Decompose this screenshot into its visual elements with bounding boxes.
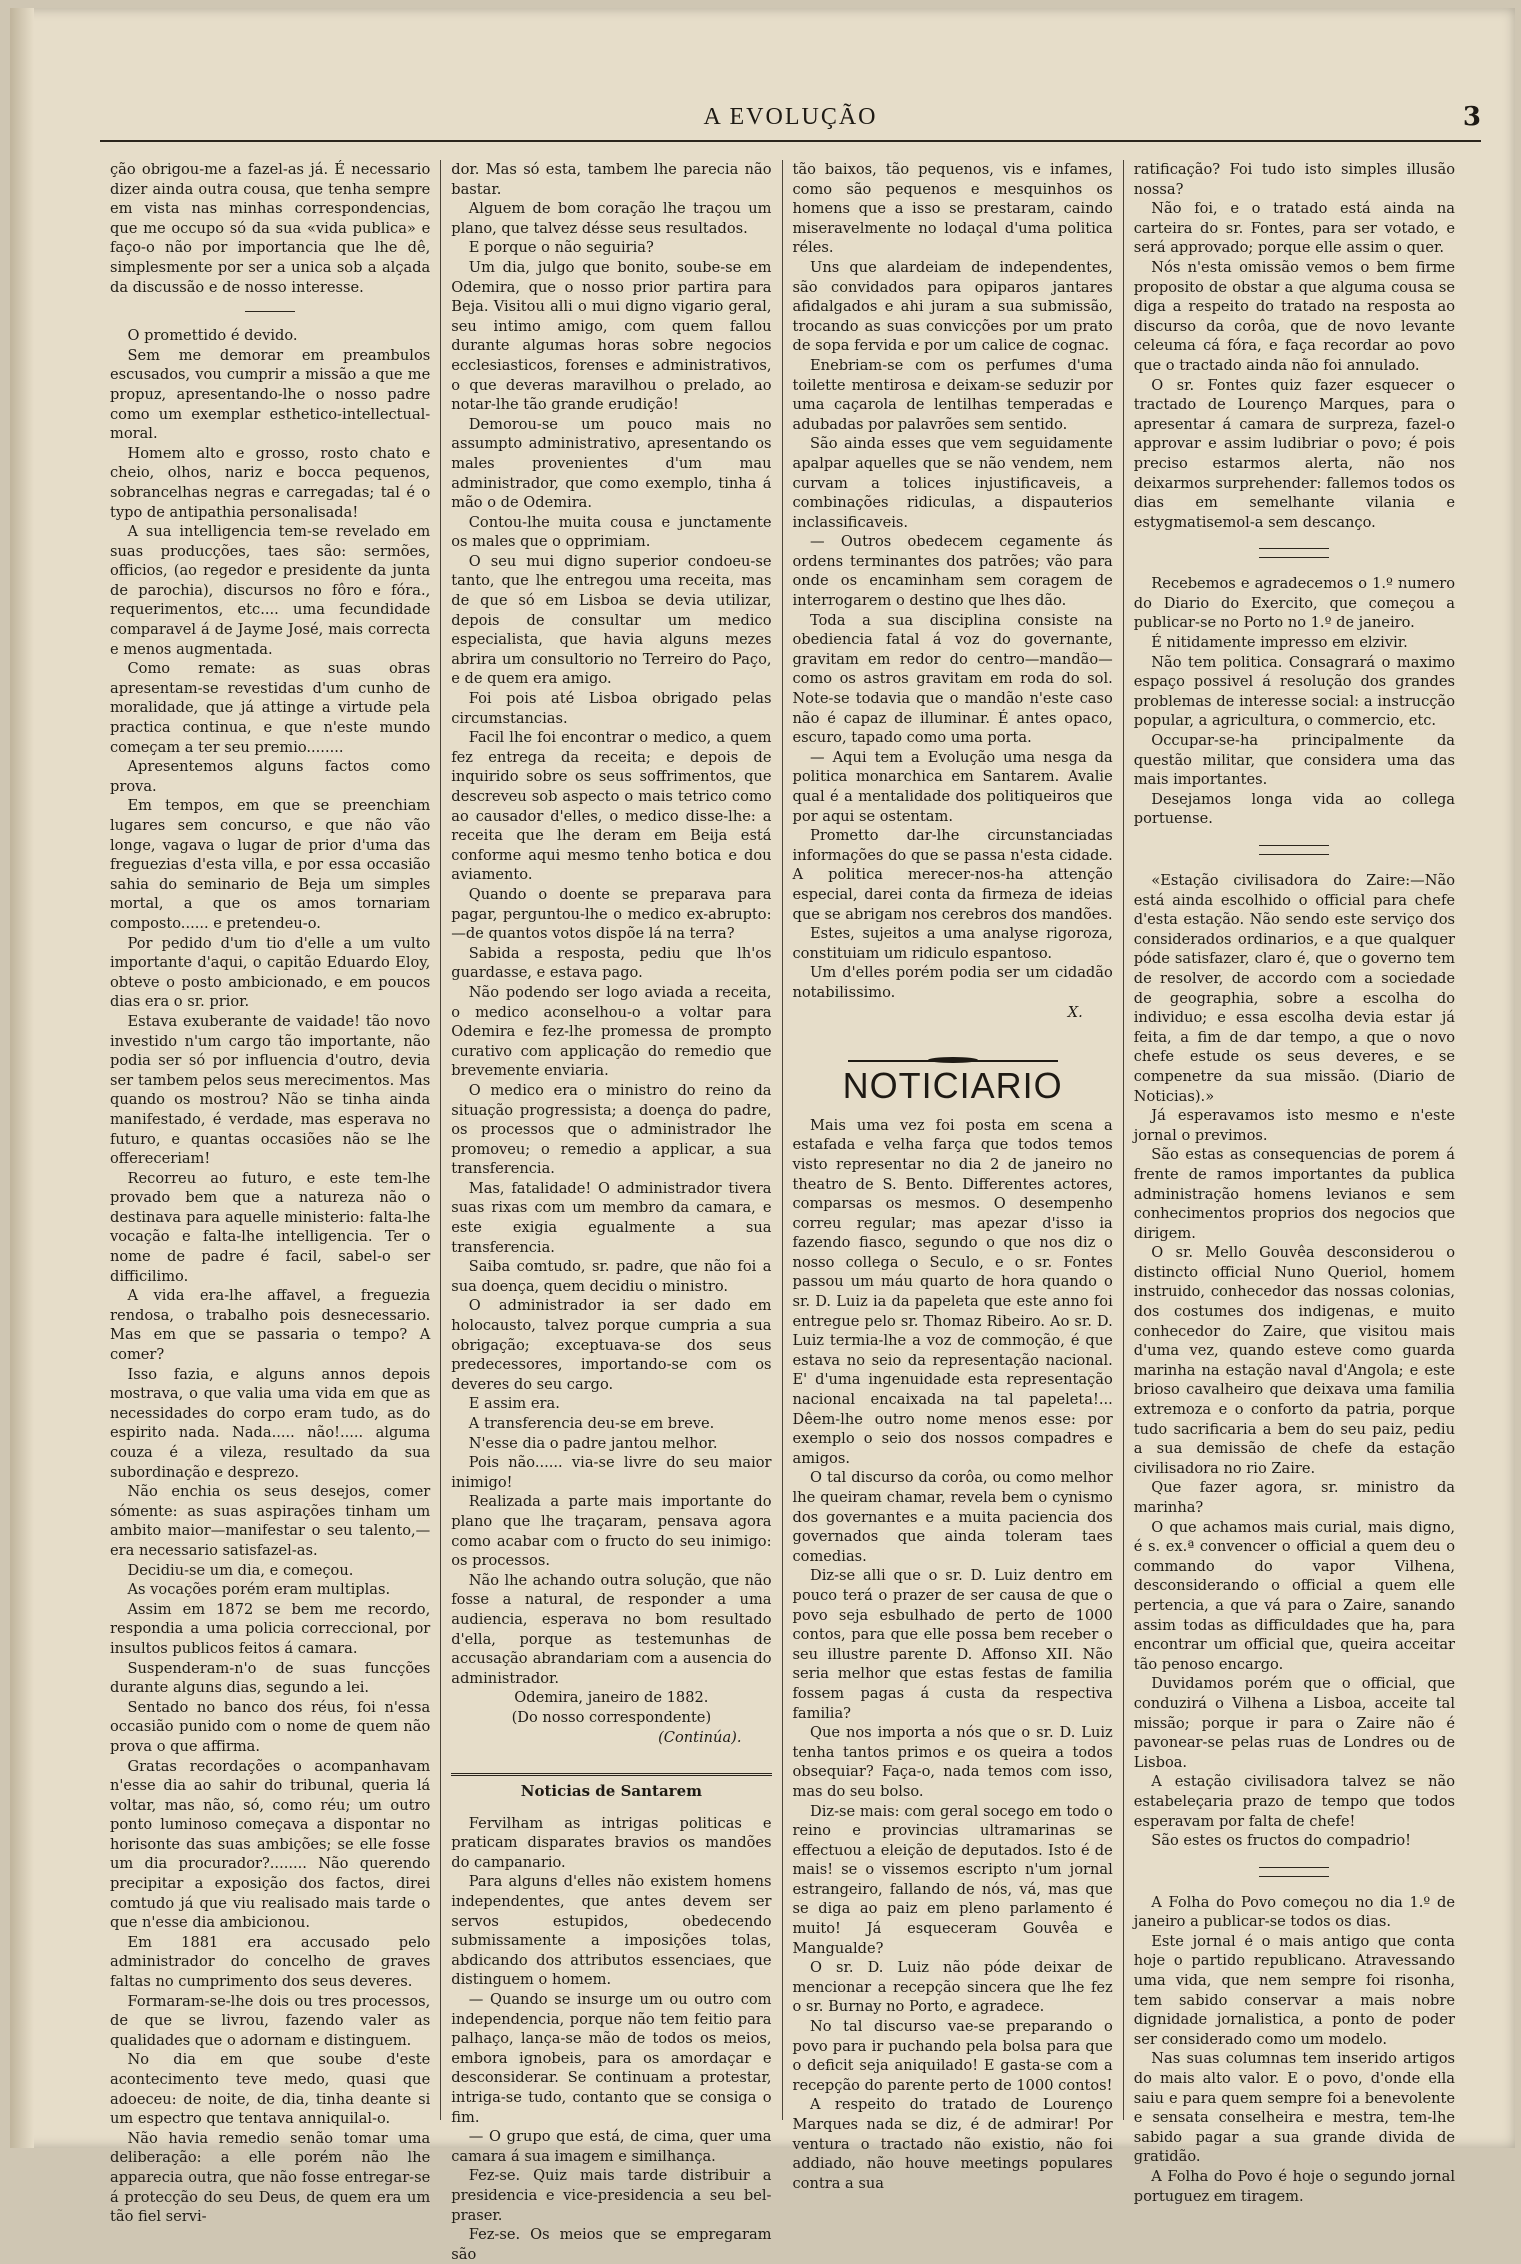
column-2 (441, 160, 782, 2263)
paragraph: Este jornal é o mais antigo que conta hoje o partido republicano. Atravessando uma vida, que nem sempre foi risonha, tem sabido conservar a mais nobre dignidade jornalistica, a ponto de poder ser considerado como um modelo. (1133, 1932, 1455, 2048)
paragraph: É nitidamente impresso em elzivir. (1151, 634, 1408, 652)
paragraph: Enebriam-se com os perfumes d'uma toilette mentirosa e deixam-se seduzir por uma caçarola de lentilhas temperadas e adubadas por palavrões sem sentido. (792, 356, 1113, 433)
paragraph: Já esperavamos isto mesmo e n'este jornal o previmos. (1133, 1107, 1455, 1144)
paragraph: O tal discurso da corôa, ou como melhor lhe queiram chamar, revela bem o cynismo dos governantes e a muita paciencia dos governados que ainda toleram taes comedias. (792, 1469, 1113, 1565)
paragraph: Assim em 1872 se bem me recordo, respondia a uma policia correccional, por insultos publicos feitos á camara. (110, 1600, 431, 1657)
paragraph: Fez-se. Quiz mais tarde distribuir a presidencia e vice-presidencia a seu bel-praser. (451, 2167, 772, 2224)
byline: (Do nosso correspondente) (511, 1708, 712, 1726)
paragraph: Nas suas columnas tem inserido artigos do mais alto valor. E o povo, d'onde ella saiu e para quem sempre foi a benevolente e sensata conselheira e mestra, tem-lhe sabido pagar a sua grande divida de gratidão. (1133, 2050, 1455, 2166)
paragraph: Fez-se. Os meios que se empregaram são (451, 2226, 772, 2263)
paragraph: São estes os fructos do compadrio! (1151, 1832, 1412, 1850)
paragraph: tão baixos, tão pequenos, vis e infames, como são pequenos e mesquinhos os homens que a isso se prestaram, caindo miseravelmente no lodaçal d'uma politica réles. (792, 161, 1113, 257)
paragraph: Sem me demorar em preambulos escusados, vou cumprir a missão a que me propuz, apresentando-lhe o nosso padre como um exemplar esthetico-intellectual-moral. (110, 346, 431, 443)
paragraph: O que achamos mais curial, mais digno, é s. ex.ª convencer o official a quem deu o commando do vapor Vilhena, desconsiderando o official a quem elle pertencia, a que vá para o Zaire, sanando assim todas as difficuldades que ha, para encontrar um official que, queira acceitar tão penoso encargo. (1133, 1518, 1455, 1673)
ornament-divider (848, 1056, 1058, 1066)
paragraph: Desejamos longa vida ao collega portuense. (1133, 790, 1455, 828)
paragraph: Não lhe achando outra solução, que não fosse a natural, de responder a uma audiencia, esperava no bom resultado d'ella, porque as testemunhas de accusação abrandariam com a ausencia do administrador. (451, 1571, 772, 1687)
paragraph: E assim era. (468, 1395, 560, 1413)
paragraph: Estes, sujeitos a uma analyse rigoroza, constituiam um ridiculo espantoso. (792, 925, 1113, 962)
running-header (100, 96, 1481, 142)
paragraph: ratificação? Foi tudo isto simples illusão nossa? (1133, 161, 1455, 198)
paragraph: Quando o doente se preparava para pagar, perguntou-lhe o medico ex-abrupto:—de quantos votos dispõe lá na terra? (451, 885, 772, 943)
paragraph: A respeito do tratado de Lourenço Marques nada se diz, é de admirar! Por ventura o tractado não existio, não foi addiado, não houve meetings populares contra a sua (792, 2096, 1113, 2192)
signature: X. (1067, 1003, 1083, 1021)
column-3 (783, 160, 1124, 2192)
paragraph: Prometto dar-lhe circunstanciadas informações do que se passa n'esta cidade. A politica merecer-nos-ha attenção especial, darei conta da firmeza de ideias que se abrigam nos cerebros dos mandões. (792, 827, 1113, 923)
paragraph: Sentado no banco dos réus, foi n'essa occasião punido com o nome de quem não prova o que affirma. (110, 1698, 431, 1755)
column-4 (1124, 160, 1465, 2205)
continued-note: (Continúa). (658, 1728, 742, 1746)
page-number: 3 (1462, 102, 1481, 132)
paragraph: — Outros obedecem cegamente ás ordens terminantes dos patrões; vão para onde os encaminham sem coragem de interrogarem o destino que lhes dão. (792, 533, 1113, 610)
paragraph: Mais uma vez foi posta em scena a estafada e velha farça que todos temos visto representar no dia 2 de janeiro no theatro de S. Bento. Differentes actores, comparsas os mesmos. O desempenho correu regular; mas apezar d'isso ia fazendo fiasco, segundo o que nos diz o nosso collega o Seculo, e o sr. Fontes passou um máu quarto de hora quando o sr. D. Luiz ia da papeleta que este anno foi entregue pelo sr. Thomaz Ribeiro. Ao sr. D. Luiz termia-lhe a voz de commoção, é que estava no seio da representação nacional. E' d'uma ingenuidade esta representação nacional encaixada na tal papeleta!... Dêem-lhe outro nome menos esse: por exemplo o seio dos nossos compadres e amigos. (792, 1116, 1113, 1467)
paragraph: A Folha do Povo começou no dia 1.º de janeiro a publicar-se todos os dias. (1133, 1893, 1455, 1931)
paragraph: Gratas recordações o acompanhavam n'esse dia ao sahir do tribunal, queria lá voltar, mas não, só, como réu; um outro ponto luminoso começava a dispontar no horisonte das suas ambições; se elle fosse um dia procurador?........ Não querendo precipitar a exposição dos factos, direi comtudo já que viu realisado mais tarde o que n'esse dia ambicionou. (110, 1757, 431, 1932)
paragraph: Apresentemos alguns factos como prova. (110, 758, 431, 795)
paragraph: Que fazer agora, sr. ministro da marinha? (1133, 1479, 1455, 1516)
paragraph: São estas as consequencias de porem á frente de ramos importantes da publica administração homens levianos e sem conhecimentos proprios dos negocios que dirigem. (1133, 1146, 1455, 1242)
column-1 (100, 160, 441, 2226)
paragraph: Homem alto e grosso, rosto chato e cheio, olhos, nariz e bocca pequenos, sobrancelhas negras e carregadas; tal é o typo de antipathia personalisada! (110, 444, 431, 521)
paragraph: dor. Mas só esta, tambem lhe parecia não bastar. (451, 161, 772, 198)
paragraph: O sr. Mello Gouvêa desconsiderou o distincto official Nuno Queriol, homem instruido, conhecedor das nossas colonias, dos costumes dos indigenas, e muito conhecedor do Zaire, que visitou mais d'uma vez, quando esteve como guarda marinha na estação naval d'Angola; e este brioso cavalheiro que deixava uma familia extremoza e o conforto da patria, porque tudo sacrificaria a bem do seu paiz, pediu a sua demissão de chefe da estação civilisadora no rio Zaire. (1133, 1244, 1455, 1477)
paragraph: Sabida a resposta, pediu que lh'os guardasse, e estava pago. (451, 944, 772, 982)
paragraph: Não havia remedio senão tomar uma deliberação: a elle porém não lhe apparecia outra, que não fosse entregar-se á protecção do seu Deus, de quem era um tão fiel servi- (110, 2129, 431, 2226)
paragraph: Diz-se mais: com geral socego em todo o reino e provincias ultramarinas se effectuou a eleição de deputados. Isto é de mais! se o vissemos escripto n'um jornal estrangeiro, fallando de nós, vá, mas que se diga ao paiz em pleno parlamento é muito! Já esqueceram Gouvêa e Mangualde? (792, 1802, 1113, 1957)
paragraph: Occupar-se-ha principalmente da questão militar, que considera uma das mais importantes. (1133, 732, 1455, 789)
paragraph: — Quando se insurge um ou outro com independencia, porque não tem feitio para palhaço, lança-se mão de todos os meios, embora ignobeis, para os amordaçar e desconsiderar. Se continuam a protestar, intriga-se tudo, contanto que se consiga o fim. (451, 1991, 772, 2126)
paragraph: Suspenderam-n'o de suas funcções durante alguns dias, segundo a lei. (110, 1659, 431, 1697)
paragraph: — Aqui tem a Evolução uma nesga da politica monarchica em Santarem. Avalie qual é a mentalidade dos politiqueiros que por aqui se ostentam. (792, 748, 1113, 825)
separator-rule (245, 311, 295, 312)
paragraph: Não enchia os seus desejos, comer sómente: as suas aspirações tinham um ambito maior—manifestar o seu talento,—era necessario satisfazel-as. (110, 1483, 431, 1559)
paragraph: Recebemos e agradecemos o 1.º numero do Diario do Exercito, que começou a publicar-se no Porto no 1.º de janeiro. (1133, 575, 1455, 632)
section-heading-noticiario: NOTICIARIO (842, 1065, 1063, 1107)
paragraph: O promettido é devido. (127, 327, 298, 345)
paragraph: A estação civilisadora talvez se não estabeleçaria prazo de tempo que todos esperavam por falta de chefe! (1133, 1773, 1455, 1830)
paragraph: Decidiu-se um dia, e começou. (127, 1561, 354, 1579)
paragraph: São ainda esses que vem seguidamente apalpar aquelles que se não vendem, nem curvam a tolices injustificaveis, a combinações ridiculas, a dispauterios inclassificaveis. (792, 435, 1113, 531)
page-fold-shadow (10, 8, 34, 2148)
paragraph: O sr. Fontes quiz fazer esquecer o tractado de Lourenço Marques, para o apresentar á camara de surpreza, fazel-o approvar e assim ludibriar o povo; é pois preciso estarmos alerta, não nos deixarmos surprehender: fallemos todos os dias em semelhante vilania e estygmatisemol-a sem descanço. (1133, 376, 1455, 531)
paragraph: O administrador ia ser dado em holocausto, talvez porque cumpria a sua obrigação; exceptuava-se dos seus predecessores, importando-se com os deveres do seu cargo. (451, 1297, 772, 1393)
paragraph: Realizada a parte mais importante do plano que lhe traçaram, pensava agora como acabar com o fructo do seu inimigo: os processos. (451, 1493, 772, 1570)
paragraph: A sua intelligencia tem-se revelado em suas producções, taes são: sermões, officios, (ao regedor e presidente da junta de parochia), discursos no fôro e fóra., requerimentos, etc.... uma fecundidade comparavel á de Jayme José, mais correcta e menos augmentada. (110, 523, 431, 658)
separator-ornament (1259, 548, 1329, 558)
paragraph: Nós n'esta omissão vemos o bem firme proposito de obstar a que alguma cousa se diga a respeito do tratado na resposta ao discurso da corôa, que de novo levante celeuma cá fóra, e faça recordar ao povo que o tractado ainda não foi annulado. (1133, 258, 1455, 374)
paragraph: O medico era o ministro do reino da situação progressista; a doença do padre, os processos que o administrador lhe promoveu; o remedio a applicar, a sua transferencia. (451, 1081, 772, 1178)
paragraph: Que nos importa a nós que o sr. D. Luiz tenha tantos primos e os queira a todos obsequiar? Faça-o, nada temos com isso, mas do seu bolso. (792, 1724, 1113, 1800)
paragraph: Por pedido d'um tio d'elle a um vulto importante d'aqui, o capitão Eduardo Eloy, obteve o posto ambicionado, e em poucos dias era o sr. prior. (110, 934, 431, 1011)
paragraph: — O grupo que está, de cima, quer uma camara á sua imagem e similhança. (451, 2128, 772, 2165)
paragraph: Contou-lhe muita cousa e junctamente os males que o opprimiam. (451, 513, 772, 551)
paragraph: ção obrigou-me a fazel-as já. É necessario dizer ainda outra cousa, que tenha sempre em vista nas minhas correspondencias, que me occupo só da sua «vida publica» e faço-o não por importancia que lhe dê, simplesmente por ser a unica sob a alçada da discussão e de nosso interesse. (110, 161, 431, 296)
paragraph: No tal discurso vae-se preparando o povo para ir puchando pela bolsa para que o deficit seja aniquilado! E gasta-se com a recepção do parente perto de 1000 contos! (792, 2018, 1113, 2094)
paragraph: «Estação civilisadora do Zaire:—Não está ainda escolhido o official para chefe d'esta estação. Não sendo este serviço dos considerados ordinarios, e a que qualquer póde satisfazer, claro é, que o governo tem de resolver, de accordo com a sociedade de geographia, sobre a escolha do individuo; e essa escolha devia estar já feita, a fim de dar tempo, a que o novo chefe estude os seus deveres, e se compenetre da sua missão. (Diario de Noticias).» (1133, 872, 1455, 1105)
paragraph: Facil lhe foi encontrar o medico, a quem fez entrega da receita; e depois de inquirido sobre os seus soffrimentos, que descreveu sob aspecto o mais tetrico como ao causador d'elles, o medico disse-lhe: a receita que lhe deram em Beija está conforme aqui mesmo tenho botica e dou aviamento. (451, 729, 772, 884)
paragraph: Recorreu ao futuro, e este tem-lhe provado bem que a natureza não o destinava para aquelle ministerio: falta-lhe vocação e falta-lhe intelligencia. Ter o nome de padre é facil, sabel-o ser difficilimo. (110, 1169, 431, 1285)
paragraph: N'esse dia o padre jantou melhor. (468, 1434, 718, 1452)
paragraph: Diz-se alli que o sr. D. Luiz dentro em pouco terá o prazer de ser causa de que o povo seja esbulhado de perto de 1000 contos, para que elle possa bem receber o seu illustre parente D. Affonso XII. Não seria melhor que estas festas de familia fossem pagas á custa da respectiva familia? (792, 1567, 1113, 1722)
paragraph: Uns que alardeiam de independentes, são convidados para opiparos jantares afidalgados e ahi juram a sua submissão, trocando as suas convicções por um prato de sopa fervida e por um calice de cognac. (792, 258, 1113, 355)
paragraph: A transferencia deu-se em breve. (468, 1415, 715, 1432)
paragraph: A vida era-lhe affavel, a freguezia rendosa, o trabalho pois desnecessario. Mas em que se passaria o tempo? A comer? (110, 1287, 431, 1364)
separator-ornament (1259, 845, 1329, 855)
paragraph: Fervilham as intrigas politicas e praticam disparates bravios os mandões do campanario. (451, 1814, 772, 1871)
paragraph: Demorou-se um pouco mais no assumpto administrativo, apresentando os males provenientes d'um mau administrador, que como exemplo, tinha á mão o de Odemira. (451, 415, 772, 512)
section-heading-santarem: Noticias de Santarem (451, 1773, 771, 1802)
paragraph: No dia em que soube d'este acontecimento teve medo, quasi que adoeceu: de noite, de dia, tinha deante si um espectro que tentava anniquilal-o. (110, 2051, 431, 2128)
article-columns (100, 160, 1465, 2263)
separator-ornament (1259, 1867, 1329, 1877)
paragraph: Pois não...... via-se livre do seu maior inimigo! (451, 1454, 772, 1491)
paragraph: Mas, fatalidade! O administrador tivera suas rixas com um membro da camara, e este exigia egualmente a sua transferencia. (451, 1179, 772, 1256)
newspaper-title: A EVOLUÇÃO (703, 104, 878, 130)
paragraph: Para alguns d'elles não existem homens independentes, que antes devem ser servos estupidos, obedecendo submissamente a imposições tolas, abdicando dos attributos essenciaes, que distinguem o homem. (451, 1873, 772, 1989)
paragraph: Isso fazia, e alguns annos depois mostrava, o que valia uma vida em que as necessidades do corpo eram tudo, as do espirito nada. Nada..... não!..... alguma couza é a vileza, resultado da sua subordinação e desprezo. (110, 1365, 431, 1481)
paragraph: Saiba comtudo, sr. padre, que não foi a sua doença, quem decidiu o ministro. (451, 1258, 772, 1295)
paragraph: Um d'elles porém podia ser um cidadão notabilissimo. (792, 964, 1113, 1001)
paragraph: Foi pois até Lisboa obrigado pelas circumstancias. (451, 690, 772, 727)
paragraph: Em tempos, em que se preenchiam lugares sem concurso, e que não vão longe, vagava o lugar de prior d'uma das freguezias d'esta villa, e por essa occasião sahia do seminario de Beja um simples mortal, a que os amos tornariam composto...... e pretendeu-o. (110, 797, 431, 932)
paragraph: Formaram-se-lhe dois ou tres processos, de que se livrou, fazendo valer as qualidades que o adornam e distinguem. (110, 1992, 431, 2049)
paragraph: Toda a sua disciplina consiste na obediencia fatal á voz do governante, gravitam em redor do centro—mandão—como os astros gravitam em roda do sol. Note-se todavia que o mandão n'este caso não é capaz de illuminar. É antes opaco, escuro, tapado como uma porta. (792, 611, 1113, 747)
paragraph: Como remate: as suas obras apresentam-se revestidas d'um cunho de moralidade, que já attinge a virtude pela practica continua, e que n'este mundo começam a ter seu premio........ (110, 660, 431, 756)
paragraph: Não tem politica. Consagrará o maximo espaço possivel á resolução dos grandes problemas de interesse social: a instrucção popular, a agricultura, o commercio, etc. (1133, 653, 1455, 730)
paragraph: Em 1881 era accusado pelo administrador do concelho de graves faltas no cumprimento dos seus deveres. (110, 1933, 431, 1991)
paragraph: A Folha do Povo é hoje o segundo jornal portuguez em tiragem. (1133, 2168, 1455, 2205)
paragraph: O sr. D. Luiz não póde deixar de mencionar a recepção sincera que lhe fez o sr. Burnay no Porto, e agradece. (792, 1959, 1113, 2016)
paragraph: Não foi, e o tratado está ainda na carteira do sr. Fontes, para ser votado, e será approvado; porque elle assim o quer. (1133, 200, 1455, 257)
dateline: Odemira, janeiro de 1882. (514, 1689, 709, 1707)
paragraph: Estava exuberante de vaidade! tão novo investido n'um cargo tão importante, não podia ser só por influencia d'outro, devia ser tambem pelos seus merecimentos. Mas quando os mostrou? Não se tinha ainda manifestado, é verdade, mas esperava no futuro, e quantas occasiões não se lhe offereceriam! (110, 1012, 431, 1168)
paragraph: O seu mui digno superior condoeu-se tanto, que lhe entregou uma receita, mas de que só em Lisboa se devia utilizar, depois de consultar um medico especialista, que havia alguns mezes abrira um consultorio no Terreiro do Paço, e de quem era amigo. (451, 552, 772, 688)
paragraph: As vocações porém eram multiplas. (127, 1581, 391, 1599)
paragraph: Não podendo ser logo aviada a receita, o medico aconselhou-o a voltar para Odemira e fez-lhe promessa de prompto curativo com applicação do remedio que brevemente enviaria. (451, 983, 772, 1080)
paragraph: E porque o não seguiria? (468, 239, 654, 257)
paragraph: Duvidamos porém que o official, que conduzirá o Vilhena a Lisboa, acceite tal missão; porque ir para o Zaire não é pavonear-se pelas ruas de Londres ou de Lisboa. (1133, 1675, 1455, 1771)
paragraph: Alguem de bom coração lhe traçou um plano, que talvez désse seus resultados. (451, 200, 772, 237)
paragraph: Um dia, julgo que bonito, soube-se em Odemira, que o nosso prior partira para Beja. Visitou alli o mui digno vigario geral, seu intimo amigo, com quem fallou durante algumas horas sobre negocios ecclesiasticos, forenses e administrativos, o que deveras maravilhou o prelado, ao notar-lhe tão grande erudição! (451, 258, 772, 414)
